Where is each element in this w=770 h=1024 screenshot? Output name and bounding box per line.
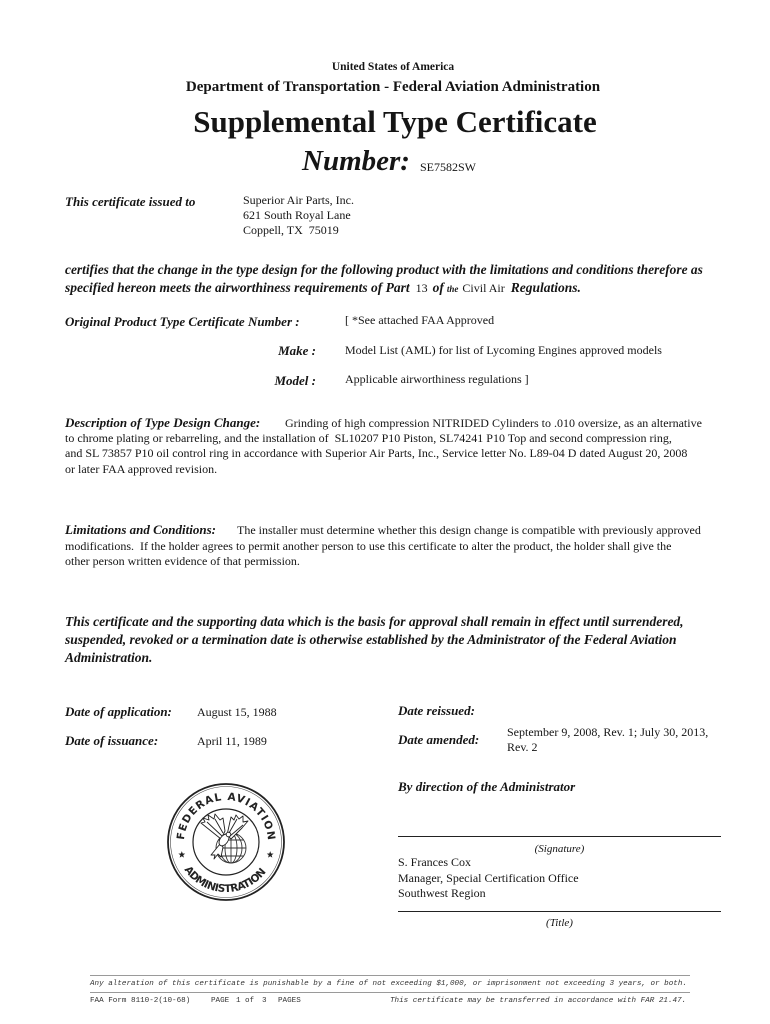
date-amended-line-1: September 9, 2008, Rev. 1; July 30, 2013, xyxy=(507,725,709,739)
date-reissued-label: Date reissued: xyxy=(398,703,475,718)
civil-air-text: Civil Air xyxy=(462,281,505,295)
signatory-name: S. Frances Cox xyxy=(398,855,471,869)
certificate-number: SE7582SW xyxy=(420,160,477,174)
make-label: Make : xyxy=(278,343,316,358)
title-caption: (Title) xyxy=(546,917,573,929)
description-line-2: to chrome plating or rebarreling, and the installation of SL10207 P10 Piston, SL74241 P10 Top and second compression ring, xyxy=(65,431,672,445)
signatory-region: Southwest Region xyxy=(398,886,486,900)
date-of-application-label: Date of application: xyxy=(65,704,172,719)
validity-line-3: Administration. xyxy=(65,650,153,665)
limitations-line-3: other person written evidence of that permission. xyxy=(65,554,300,568)
holder-city: Coppell, TX 75019 xyxy=(243,223,339,237)
signature-caption: (Signature) xyxy=(534,843,585,855)
seal-top-text xyxy=(175,791,277,841)
certification-line-2 xyxy=(65,280,585,297)
page-label: PAGE xyxy=(211,997,230,1005)
page-of-label: of xyxy=(245,997,255,1005)
signature-line xyxy=(398,836,721,837)
description-line-4: or later FAA approved revision. xyxy=(65,462,218,476)
the-word: the xyxy=(446,284,459,294)
original-tc-value: [ *See attached FAA Approved xyxy=(345,313,495,327)
date-amended-label: Date amended: xyxy=(398,732,480,747)
date-of-issuance-value: April 11, 1989 xyxy=(197,734,267,748)
model-label: Model : xyxy=(274,373,316,388)
number-label: Number: xyxy=(302,145,410,177)
faa-seal-icon xyxy=(165,781,287,903)
footer-rule-top xyxy=(90,975,690,976)
holder-street: 621 South Royal Lane xyxy=(243,208,351,222)
pages-label: PAGES xyxy=(278,997,301,1005)
part-number: 13 xyxy=(415,281,428,295)
country-name: United States of America xyxy=(331,61,455,73)
original-tc-label: Original Product Type Certificate Number : xyxy=(65,314,300,329)
department-row xyxy=(16,78,770,96)
transfer-note: This certificate may be transferred in accordance with FAR 21.47. xyxy=(390,997,687,1005)
seal-star-left-icon xyxy=(178,851,185,858)
of-word: of xyxy=(432,280,444,295)
title-row xyxy=(20,104,770,146)
holder-name: Superior Air Parts, Inc. xyxy=(243,193,354,207)
date-amended-line-2: Rev. 2 xyxy=(507,740,538,754)
certification-line-2-text: specified hereon meets the airworthiness requirements of Part xyxy=(65,280,410,295)
page-number: 1 xyxy=(236,997,241,1005)
footer-rule-bottom xyxy=(90,992,690,993)
certificate-title: Supplemental Type Certificate xyxy=(193,104,597,139)
form-number: FAA Form 8110-2(10-68) xyxy=(90,997,191,1005)
description-line-1: Grinding of high compression NITRIDED Cylinders to .010 oversize, as an alternative xyxy=(285,416,702,430)
seal-bottom-text-path: ADMINISTRATION xyxy=(181,863,269,896)
by-direction-text: By direction of the Administrator xyxy=(398,779,576,794)
certification-line-1: certifies that the change in the type design for the following product with the limitations and conditions therefore as xyxy=(65,262,703,277)
alteration-warning: Any alteration of this certificate is punishable by a fine of not exceeding $1,000, or imprisonment not exceeding 3 years, or both. xyxy=(90,980,687,988)
limitations-line-2: modifications. If the holder agrees to permit another person to use this certificate to alter the product, the holder shall give the xyxy=(65,539,672,553)
seal-star-right-icon xyxy=(267,851,274,858)
issued-to-label: This certificate issued to xyxy=(65,194,196,209)
validity-line-2: suspended, revoked or a termination date is otherwise established by the Administrator of the Federal Aviation xyxy=(65,632,677,647)
limitations-label: Limitations and Conditions: xyxy=(65,522,216,537)
title-line xyxy=(398,911,721,912)
department-name: Department of Transportation - Federal Aviation Administration xyxy=(185,79,601,95)
page-total: 3 xyxy=(262,997,267,1005)
validity-line-1: This certificate and the supporting data which is the basis for approval shall remain in effect until surrendered, xyxy=(65,614,684,629)
description-line-3: and SL 73857 P10 oil control ring in accordance with Superior Air Parts, Inc., Service letter No. L89-04 D dated August 20, 2008 xyxy=(65,446,688,460)
make-value: Model List (AML) for list of Lycoming Engines approved models xyxy=(345,343,662,357)
regulations-word: Regulations. xyxy=(510,280,581,295)
date-of-issuance-label: Date of issuance: xyxy=(65,733,159,748)
seal-top-text-path: FEDERAL AVIATION xyxy=(174,790,278,841)
country-row xyxy=(16,59,770,74)
limitations-line-1: The installer must determine whether this design change is compatible with previously approved xyxy=(237,523,701,537)
model-value: Applicable airworthiness regulations ] xyxy=(345,372,529,386)
signatory-office: Manager, Special Certification Office xyxy=(398,871,579,885)
description-label: Description of Type Design Change: xyxy=(65,415,261,430)
date-of-application-value: August 15, 1988 xyxy=(197,705,277,719)
